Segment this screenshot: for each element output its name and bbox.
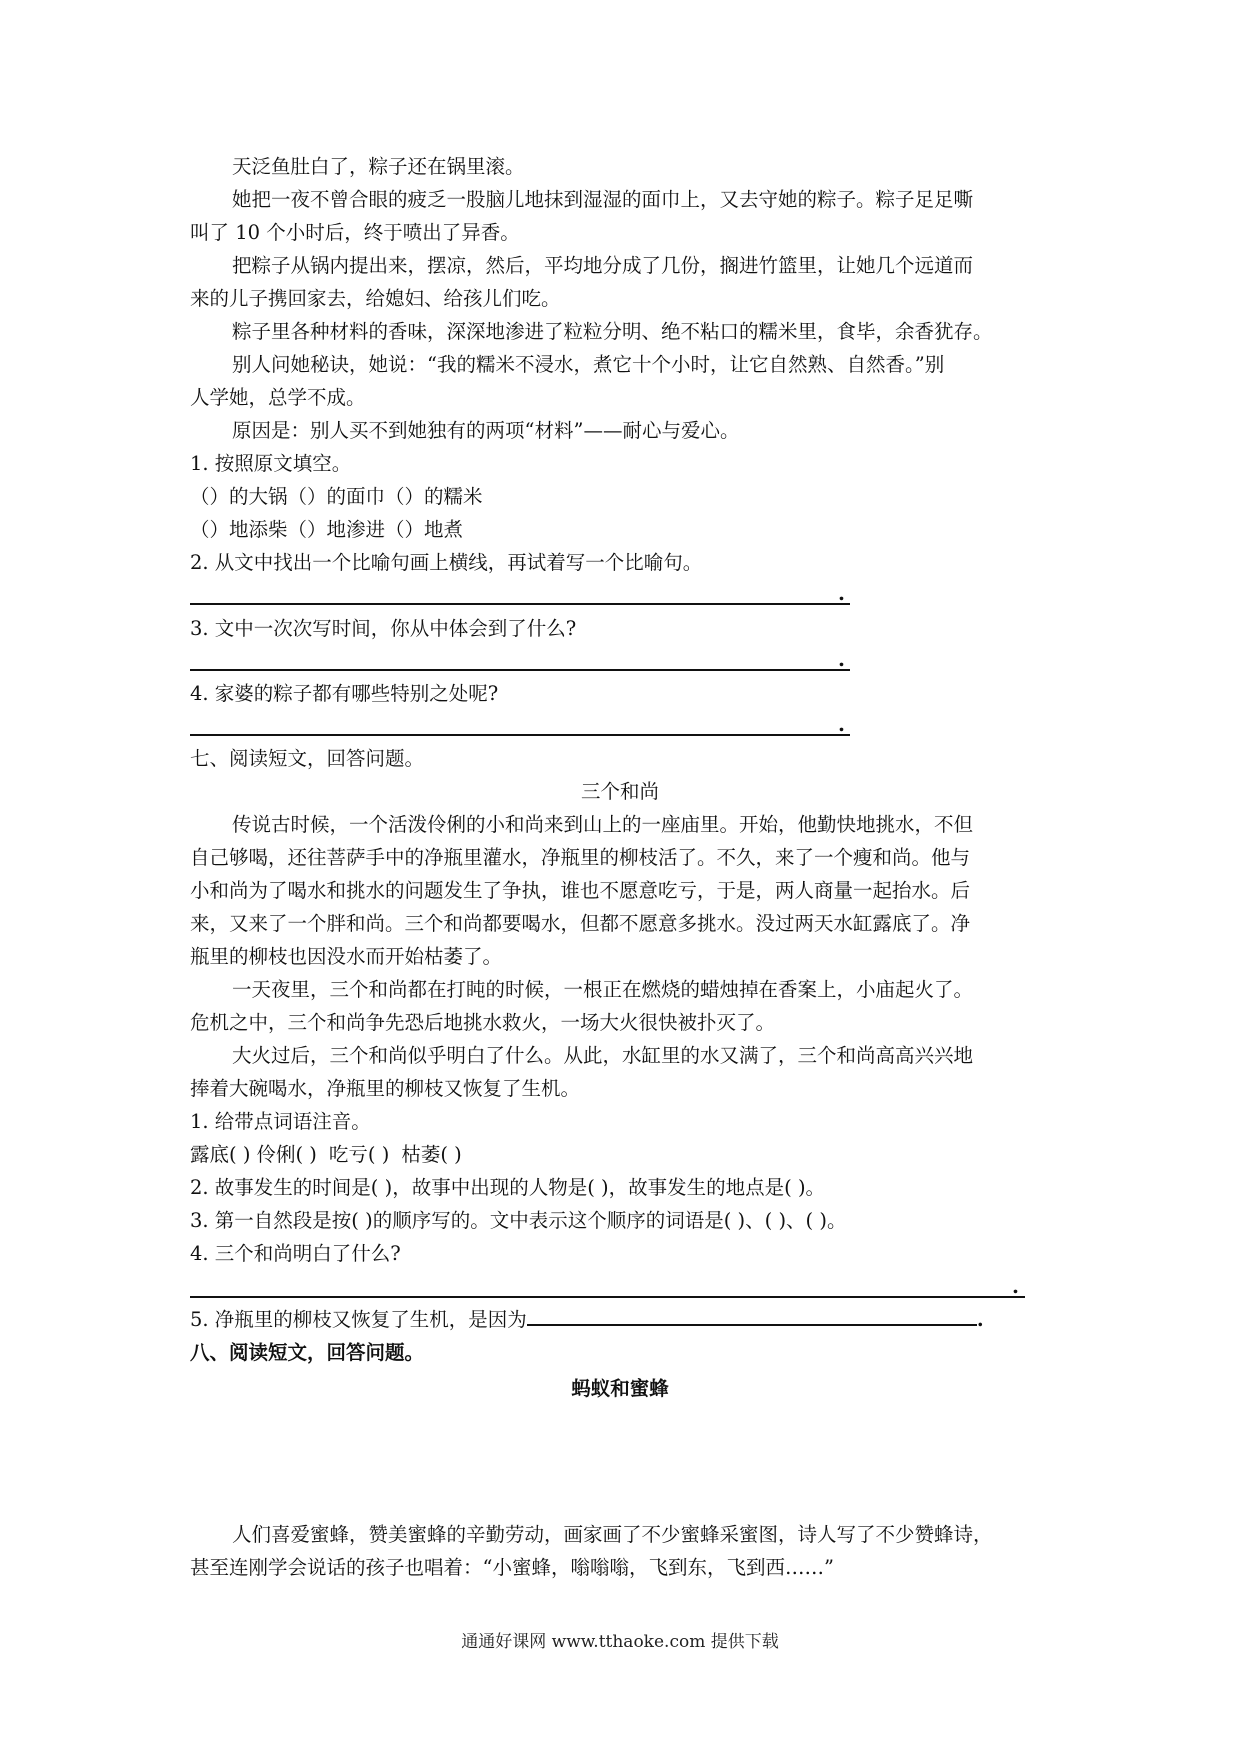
story1-question-4: 4. 家婆的粽子都有哪些特别之处呢? <box>190 682 499 705</box>
pinyin-blank[interactable]: ( ) <box>367 1143 390 1166</box>
story1-paragraph: 人学她，总学不成。 <box>190 386 366 409</box>
section7-paragraph: 危机之中，三个和尚争先恐后地挑水救火，一场大火很快被扑灭了。 <box>190 1011 776 1034</box>
section7-title: 三个和尚 <box>580 780 659 803</box>
section7-paragraph: 来，又来了一个胖和尚。三个和尚都要喝水，但都不愿意多挑水。没过两天水缸露底了。净 <box>190 912 971 935</box>
section7-paragraph: 小和尚为了喝水和挑水的问题发生了争执，谁也不愿意吃亏，于是，两人商量一起抬水。后 <box>190 879 971 902</box>
story1-question-1-row-2[interactable]: （）地添柴（）地渗进（）地煮 <box>190 518 464 541</box>
section7-question-1-words[interactable] <box>190 1138 462 1171</box>
pinyin-word: 露底 <box>190 1143 230 1166</box>
answer-period: . <box>838 712 845 736</box>
section7-question-5 <box>190 1303 984 1336</box>
answer-line[interactable] <box>190 1296 1025 1298</box>
section7-paragraph: 传说古时候，一个活泼伶俐的小和尚来到山上的一座庙里。开始，他勤快地挑水，不但 <box>232 813 974 836</box>
story1-question-1-row-1[interactable]: （）的大锅（）的面巾（）的糯米 <box>190 485 483 508</box>
section7-paragraph: 自己够喝，还往菩萨手中的净瓶里灌水，净瓶里的柳枝活了。不久，来了一个瘦和尚。他与 <box>190 846 971 869</box>
story1-paragraph: 叫了 10 个小时后，终于喷出了异香。 <box>190 221 520 244</box>
section7-paragraph: 瓶里的柳枝也因没水而开始枯萎了。 <box>190 945 503 968</box>
section7-paragraph: 大火过后，三个和尚似乎明白了什么。从此，水缸里的水又满了，三个和尚高高兴兴地 <box>232 1044 974 1067</box>
story1-paragraph: 她把一夜不曾合眼的疲乏一股脑儿地抹到湿湿的面巾上，又去守她的粽子。粽子足足嘶 <box>232 188 974 211</box>
story1-paragraph: 天泛鱼肚白了，粽子还在锅里滚。 <box>232 155 525 178</box>
section7-paragraph: 捧着大碗喝水，净瓶里的柳枝又恢复了生机。 <box>190 1077 581 1100</box>
pinyin-blank[interactable]: ( ) <box>440 1143 462 1166</box>
section7-question-1: 1. 给带点词语注音。 <box>190 1110 371 1133</box>
story1-paragraph: 把粽子从锅内提出来，摆凉，然后，平均地分成了几份，搁进竹篮里，让她几个远道而 <box>232 254 974 277</box>
story1-question-2: 2. 从文中找出一个比喻句画上横线，再试着写一个比喻句。 <box>190 551 703 574</box>
answer-period: . <box>838 647 845 671</box>
answer-line[interactable] <box>190 734 850 736</box>
section7-question-3[interactable]: 3. 第一自然段是按( )的顺序写的。文中表示这个顺序的词语是( )、( )、( )。 <box>190 1209 847 1232</box>
pinyin-blank[interactable]: ( ) <box>229 1143 251 1166</box>
pinyin-word: 吃亏 <box>328 1143 368 1166</box>
pinyin-word: 枯萎 <box>401 1143 441 1166</box>
section8-paragraph: 甚至连刚学会说话的孩子也唱着：“小蜜蜂，嗡嗡嗡，飞到东，飞到西……” <box>190 1556 834 1579</box>
story1-question-3: 3. 文中一次次写时间，你从中体会到了什么? <box>190 617 577 640</box>
question-5-text: 5. 净瓶里的柳枝又恢复了生机，是因为 <box>190 1308 527 1331</box>
pinyin-blank[interactable]: ( ) <box>295 1143 317 1166</box>
answer-line[interactable] <box>190 669 850 671</box>
answer-line[interactable] <box>190 603 850 605</box>
story1-paragraph: 粽子里各种材料的香味，深深地渗进了粒粒分明、绝不粘口的糯米里，食毕，余香犹存。 <box>232 320 993 343</box>
story1-paragraph: 来的儿子携回家去，给媳妇、给孩儿们吃。 <box>190 287 561 310</box>
section8-heading: 八、阅读短文，回答问题。 <box>190 1341 425 1364</box>
pinyin-word: 伶俐 <box>256 1143 296 1166</box>
section7-question-4: 4. 三个和尚明白了什么? <box>190 1242 401 1265</box>
section8-title: 蚂蚁和蜜蜂 <box>571 1377 669 1400</box>
section7-question-2[interactable]: 2. 故事发生的时间是( )，故事中出现的人物是( )，故事发生的地点是( )。 <box>190 1176 826 1199</box>
story1-paragraph: 别人问她秘诀，她说：“我的糯米不浸水，煮它十个小时，让它自然熟、自然香。”别 <box>232 353 945 376</box>
answer-line[interactable] <box>527 1304 977 1326</box>
page-footer: 通通好课网 www.tthaoke.com 提供下载 <box>461 1632 779 1652</box>
answer-period: . <box>976 1308 984 1331</box>
story1-question-1: 1. 按照原文填空。 <box>190 452 352 475</box>
story1-paragraph: 原因是：别人买不到她独有的两项“材料”——耐心与爱心。 <box>232 419 740 442</box>
section8-paragraph: 人们喜爱蜜蜂，赞美蜜蜂的辛勤劳动，画家画了不少蜜蜂采蜜图，诗人写了不少赞蜂诗， <box>232 1523 993 1546</box>
answer-period: . <box>838 581 845 605</box>
section7-paragraph: 一天夜里，三个和尚都在打盹的时候，一根正在燃烧的蜡烛掉在香案上，小庙起火了。 <box>232 978 974 1001</box>
answer-period: . <box>1012 1274 1019 1298</box>
section7-heading: 七、阅读短文，回答问题。 <box>190 747 425 770</box>
